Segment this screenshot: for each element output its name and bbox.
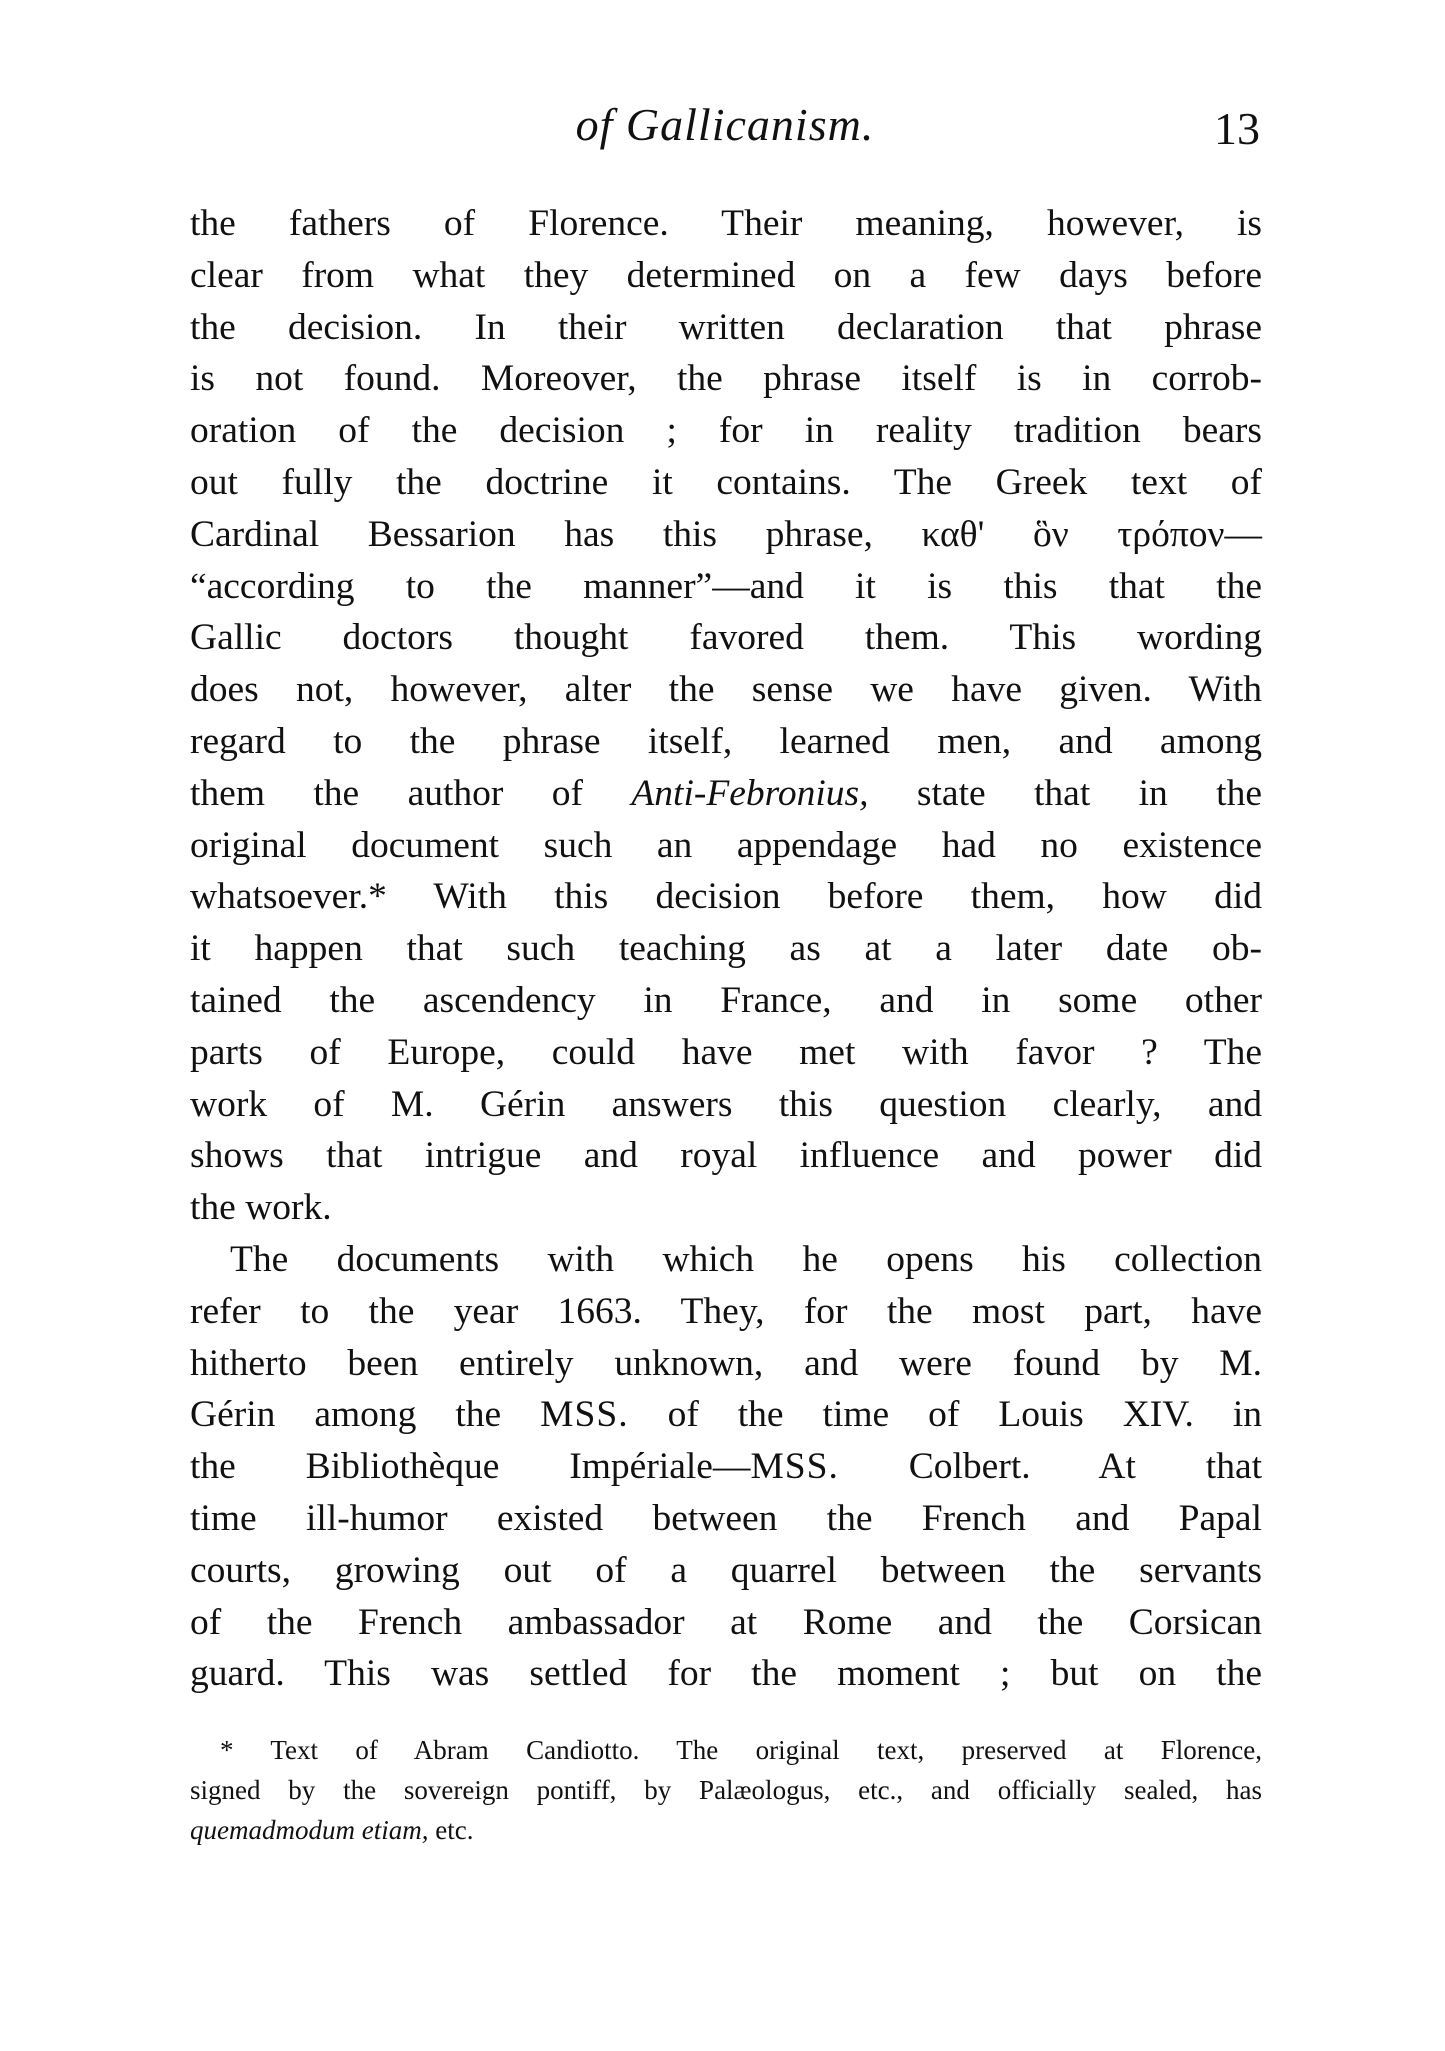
text-line: courts, growing out of a quarrel between the servants: [190, 1549, 1262, 1591]
text-segment: state that in the: [916, 772, 1262, 814]
footnote-line: signed by the sovereign pontiff, by Palæologus, etc., and officially sealed, has: [190, 1775, 1262, 1805]
text-line: Gallic doctors thought favored them. This wording: [190, 617, 1262, 659]
footnote: [190, 1730, 1262, 1850]
text-line: out fully the doctrine it contains. The Greek text of: [190, 461, 1262, 503]
text-line: whatsoever.* With this decision before them, how did: [190, 876, 1262, 918]
text-line: parts of Europe, could have met with favor ? The: [190, 1031, 1262, 1073]
text-line: oration of the decision ; for in reality tradition bears: [190, 410, 1262, 452]
text-line: it happen that such teaching as at a later date ob-: [190, 928, 1262, 970]
text-line: the work.: [190, 1187, 332, 1229]
mss-abbreviation: MSS.: [750, 1446, 839, 1488]
text-segment: of the time of Louis XIV. in: [667, 1394, 1263, 1436]
running-head: [190, 92, 1260, 162]
text-segment: the Bibliothèque Impériale—: [190, 1446, 751, 1488]
footnote-line: [190, 1810, 1262, 1850]
text-line: does not, however, alter the sense we have given. With: [190, 669, 1262, 711]
text-line: Cardinal Bessarion has this phrase, καθ' ὃν τρόπον—: [190, 513, 1262, 555]
text-line: refer to the year 1663. They, for the most part, have: [190, 1290, 1262, 1332]
text-segment: them the author of: [190, 772, 583, 814]
text-line: is not found. Moreover, the phrase itself is in corrob-: [190, 358, 1262, 400]
text-line: tained the ascendency in France, and in some other: [190, 979, 1262, 1021]
text-line: [190, 768, 1262, 820]
text-line: regard to the phrase itself, learned men, and among: [190, 720, 1262, 762]
text-line: [190, 1389, 1262, 1441]
mss-abbreviation: MSS.: [540, 1394, 629, 1436]
text-segment: Colbert. At that: [908, 1446, 1263, 1488]
text-line: [190, 1441, 1262, 1493]
text-line: guard. This was settled for the moment ; but on the: [190, 1653, 1262, 1695]
text-line: hitherto been entirely unknown, and were found by M.: [190, 1342, 1262, 1384]
running-title: of Gallicanism.: [575, 99, 875, 150]
footnote-line: * Text of Abram Candiotto. The original text, preserved at Florence,: [220, 1735, 1262, 1765]
page-number: 13: [1214, 103, 1260, 154]
text-line: shows that intrigue and royal influence and power did: [190, 1135, 1262, 1177]
text-line: “according to the manner”—and it is this that the: [190, 565, 1262, 607]
footnote-latin-phrase: quemadmodum etiam,: [190, 1815, 429, 1845]
body-text: [190, 198, 1262, 1700]
text-line: time ill-humor existed between the French and Papal: [190, 1497, 1262, 1539]
text-line: original document such an appendage had no existence: [190, 824, 1262, 866]
text-line: of the French ambassador at Rome and the Corsican: [190, 1601, 1262, 1643]
footnote-text: etc.: [428, 1815, 474, 1845]
book-title-anti-febronius: Anti-Febronius,: [631, 772, 869, 814]
text-line: clear from what they determined on a few days before: [190, 254, 1262, 296]
text-line: the fathers of Florence. Their meaning, however, is: [190, 203, 1262, 244]
text-line: The documents with which he opens his collection: [230, 1238, 1262, 1280]
text-line: work of M. Gérin answers this question clearly, and: [190, 1083, 1262, 1125]
text-segment: Gérin among the: [190, 1394, 502, 1436]
text-line: the decision. In their written declaration that phrase: [190, 306, 1262, 348]
